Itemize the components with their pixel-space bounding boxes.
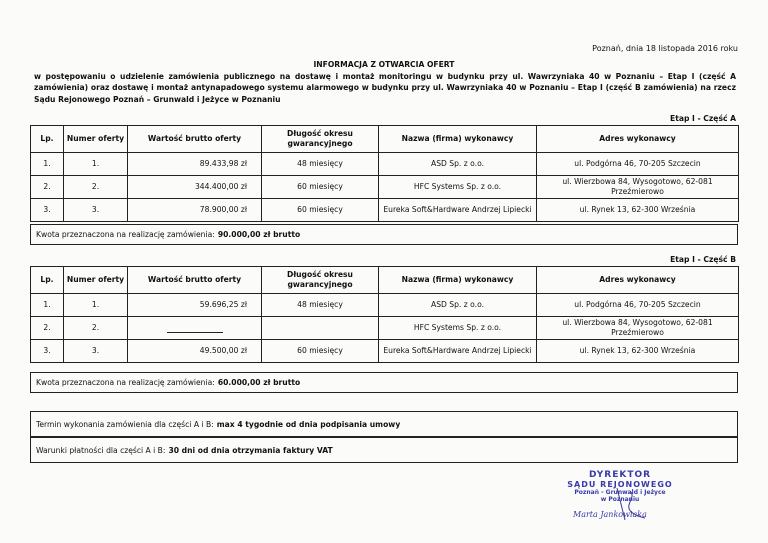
deadline-box <box>30 411 738 437</box>
cell-warranty: 60 miesięcy <box>262 199 379 222</box>
part-b-budget <box>30 372 738 393</box>
part-a-table <box>30 125 739 222</box>
document-intro: w postępowaniu o udzielenie zamówienia publicznego na dostawę i montaż monitoringu w budynku przy ul. Wawrzyniaka 40 w Poznaniu – Etap I (część A zamówienia) oraz dostawę i montaż antynapadowego systemu alarmowego w budynku przy ul. Wawrzyniaka 40 w Poznaniu – Etap I (część B zamówienia) na rzecz Sądu Rejonowego Poznań – Grunwald i Jeżyce w Poznaniu <box>34 72 736 104</box>
cell-offer-no: 2. <box>64 176 128 199</box>
deadline-label: Termin wykonania zamówienia dla części A i B: <box>36 419 214 429</box>
part-a-budget <box>30 224 738 245</box>
table-row <box>31 199 739 222</box>
payment-box <box>30 437 738 463</box>
cell-address: ul. Podgórna 46, 70-205 Szczecin <box>537 153 739 176</box>
col-lp: Lp. <box>31 267 64 294</box>
table-row <box>31 176 739 199</box>
cell-value: 78.900,00 zł <box>128 199 262 222</box>
cell-warranty: 60 miesięcy <box>262 176 379 199</box>
signature-scribble <box>555 470 685 530</box>
payment-label: Warunki płatności dla części A i B: <box>36 445 166 455</box>
blank-line <box>167 324 223 333</box>
cell-contractor: Eureka Soft&Hardware Andrzej Lipiecki <box>379 340 537 363</box>
cell-offer-no: 3. <box>64 199 128 222</box>
part-b-table <box>30 266 739 363</box>
col-warranty: Długość okresu gwarancyjnego <box>262 267 379 294</box>
budget-label: Kwota przeznaczona na realizację zamówienia: <box>36 230 215 239</box>
part-a-label: Etap I - Część A <box>670 114 736 123</box>
col-gross-value: Wartość brutto oferty <box>128 267 262 294</box>
cell-contractor: HFC Systems Sp. z o.o. <box>379 317 537 340</box>
cell-warranty: 48 miesięcy <box>262 153 379 176</box>
cell-warranty: 48 miesięcy <box>262 294 379 317</box>
deadline-value: max 4 tygodnie od dnia podpisania umowy <box>216 419 401 429</box>
handwritten-signature: Marta Jankowiaka <box>573 510 647 519</box>
document-date: Poznań, dnia 18 listopada 2016 roku <box>592 44 738 53</box>
cell-warranty: 60 miesięcy <box>262 340 379 363</box>
cell-lp: 3. <box>31 340 64 363</box>
budget-value: 90.000,00 zł brutto <box>217 230 301 239</box>
col-address: Adres wykonawcy <box>537 267 739 294</box>
cell-contractor: HFC Systems Sp. z o.o. <box>379 176 537 199</box>
cell-address: ul. Wierzbowa 84, Wysogotowo, 62-081 Przeźmierowo <box>537 176 739 199</box>
cell-lp: 1. <box>31 153 64 176</box>
cell-warranty <box>262 317 379 340</box>
budget-label: Kwota przeznaczona na realizację zamówienia: <box>36 378 215 387</box>
stamp-line-1: DYREKTOR <box>588 470 652 480</box>
cell-address: ul. Podgórna 46, 70-205 Szczecin <box>537 294 739 317</box>
part-b-label: Etap I - Część B <box>670 255 736 264</box>
col-gross-value: Wartość brutto oferty <box>128 126 262 153</box>
stamp-line-3: Poznań - Grunwald i Jeżyce <box>574 489 666 496</box>
cell-address: ul. Wierzbowa 84, Wysogotowo, 62-081 Przeźmierowo <box>537 317 739 340</box>
col-address: Adres wykonawcy <box>537 126 739 153</box>
cell-address: ul. Rynek 13, 62-300 Września <box>537 340 739 363</box>
cell-contractor: Eureka Soft&Hardware Andrzej Lipiecki <box>379 199 537 222</box>
col-warranty: Długość okresu gwarancyjnego <box>262 126 379 153</box>
cell-value: 49.500,00 zł <box>128 340 262 363</box>
col-contractor: Nazwa (firma) wykonawcy <box>379 267 537 294</box>
cell-lp: 2. <box>31 176 64 199</box>
table-row <box>31 317 739 340</box>
document-title: INFORMACJA Z OTWARCIA OFERT <box>313 60 455 69</box>
cell-value: 89.433,98 zł <box>128 153 262 176</box>
col-contractor: Nazwa (firma) wykonawcy <box>379 126 537 153</box>
table-header-row <box>31 126 739 153</box>
cell-offer-no: 1. <box>64 294 128 317</box>
col-offer-no: Numer oferty <box>64 267 128 294</box>
cell-lp: 2. <box>31 317 64 340</box>
stamp-line-2: SĄDU REJONOWEGO <box>567 480 673 489</box>
cell-offer-no: 1. <box>64 153 128 176</box>
col-lp: Lp. <box>31 126 64 153</box>
cell-lp: 3. <box>31 199 64 222</box>
table-row <box>31 340 739 363</box>
col-offer-no: Numer oferty <box>64 126 128 153</box>
cell-value: 344.400,00 zł <box>128 176 262 199</box>
cell-contractor: ASD Sp. z o.o. <box>379 294 537 317</box>
cell-lp: 1. <box>31 294 64 317</box>
table-row <box>31 153 739 176</box>
table-header-row <box>31 267 739 294</box>
cell-value: 59.696,25 zł <box>128 294 262 317</box>
cell-offer-no: 3. <box>64 340 128 363</box>
director-stamp <box>555 470 685 519</box>
cell-address: ul. Rynek 13, 62-300 Września <box>537 199 739 222</box>
budget-value: 60.000,00 zł brutto <box>217 378 301 387</box>
payment-value: 30 dni od dnia otrzymania faktury VAT <box>168 445 333 455</box>
table-row <box>31 294 739 317</box>
stamp-line-4: w Poznaniu <box>600 496 640 503</box>
cell-contractor: ASD Sp. z o.o. <box>379 153 537 176</box>
cell-offer-no: 2. <box>64 317 128 340</box>
cell-value-blank <box>128 317 262 340</box>
